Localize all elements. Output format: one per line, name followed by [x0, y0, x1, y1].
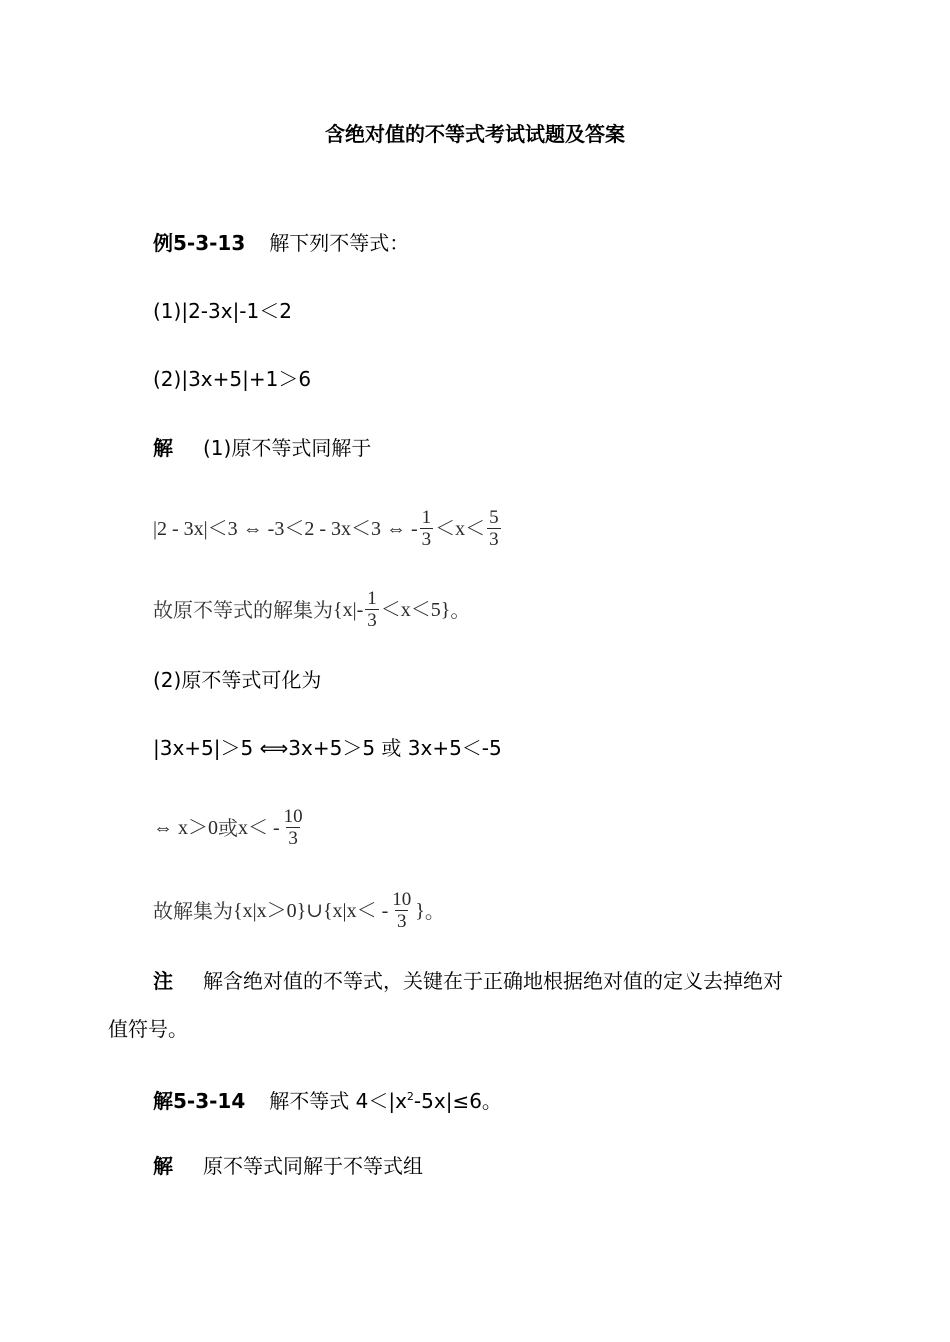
result-1-set-start: {x|- [333, 598, 364, 621]
fraction-ten-thirds [282, 806, 305, 849]
result-1-period: 。 [450, 597, 471, 622]
fraction-numerator: 1 [367, 588, 377, 609]
solution-2-intro [153, 1153, 423, 1179]
note-text: 解含绝对值的不等式，关键在于正确地根据绝对值的定义去掉绝对 [203, 969, 783, 993]
note-line-1 [153, 968, 783, 994]
result-2-text: 故解集为 [153, 898, 233, 923]
part-2-intro: (2)原不等式可化为 [153, 668, 322, 692]
example-prompt: 解下列不等式： [269, 231, 410, 255]
fraction-numerator: 10 [283, 806, 303, 827]
equation-3-or: 或 [218, 815, 238, 840]
equation-3-left: ⇔ x＞0 [153, 816, 218, 839]
example-2-text-after: -5x|≤6。 [413, 1089, 502, 1113]
result-1-text: 故原不等式的解集为 [153, 597, 333, 622]
fraction-five-thirds [487, 507, 501, 550]
result-2 [153, 889, 445, 932]
fraction-denominator: 3 [367, 610, 377, 631]
solution-intro [153, 435, 371, 461]
result-2-set: {x|x＞0}∪{x|x＜ - [233, 899, 389, 922]
note-label: 注 [153, 969, 173, 993]
page-title: 含绝对值的不等式考试试题及答案 [325, 122, 625, 146]
equation-3-mid: x＜ - [238, 816, 280, 839]
result-2-set-end: } [415, 899, 425, 922]
example-2-label: 解5-3-14 [153, 1089, 246, 1113]
solution-label: 解 [153, 436, 173, 460]
equation-1-left: |2 - 3x|＜3 ⇔ -3＜2 - 3x＜3 ⇔ - [153, 517, 418, 540]
equation-3 [153, 806, 307, 849]
superscript: 2 [406, 1090, 414, 1103]
example-2-text-before: 解不等式 4＜|x [269, 1089, 407, 1113]
problem-item-1: (1)|2-3x|-1＜2 [153, 299, 292, 323]
equation-1-mid: ＜x＜ [435, 517, 486, 540]
result-1 [153, 588, 470, 631]
fraction-denominator: 3 [421, 529, 432, 550]
fraction-numerator: 1 [421, 507, 432, 528]
fraction-denominator: 3 [288, 828, 298, 849]
problem-item-2: (2)|3x+5|+1＞6 [153, 367, 312, 391]
solution-intro-text: (1)原不等式同解于 [203, 436, 372, 460]
fraction-ten-thirds [390, 889, 413, 932]
result-1-set-end: ＜x＜5} [380, 598, 451, 621]
fraction-one-third [420, 507, 434, 550]
solution-2-label: 解 [153, 1154, 173, 1178]
fraction-numerator: 5 [489, 507, 499, 528]
result-2-period: 。 [424, 898, 445, 923]
fraction-denominator: 3 [396, 911, 407, 932]
example-label: 例5-3-13 [153, 231, 246, 255]
fraction-numerator: 10 [392, 889, 412, 910]
equation-1 [153, 507, 503, 550]
example-heading [153, 230, 409, 256]
solution-2-text: 原不等式同解于不等式组 [203, 1154, 423, 1178]
fraction-one-third [365, 588, 379, 631]
example-2-heading [153, 1084, 502, 1114]
note-line-2: 值符号。 [108, 1017, 188, 1041]
fraction-denominator: 3 [489, 529, 499, 550]
equation-2: |3x+5|＞5 ⟺3x+5＞5 或 3x+5＜-5 [153, 736, 502, 760]
